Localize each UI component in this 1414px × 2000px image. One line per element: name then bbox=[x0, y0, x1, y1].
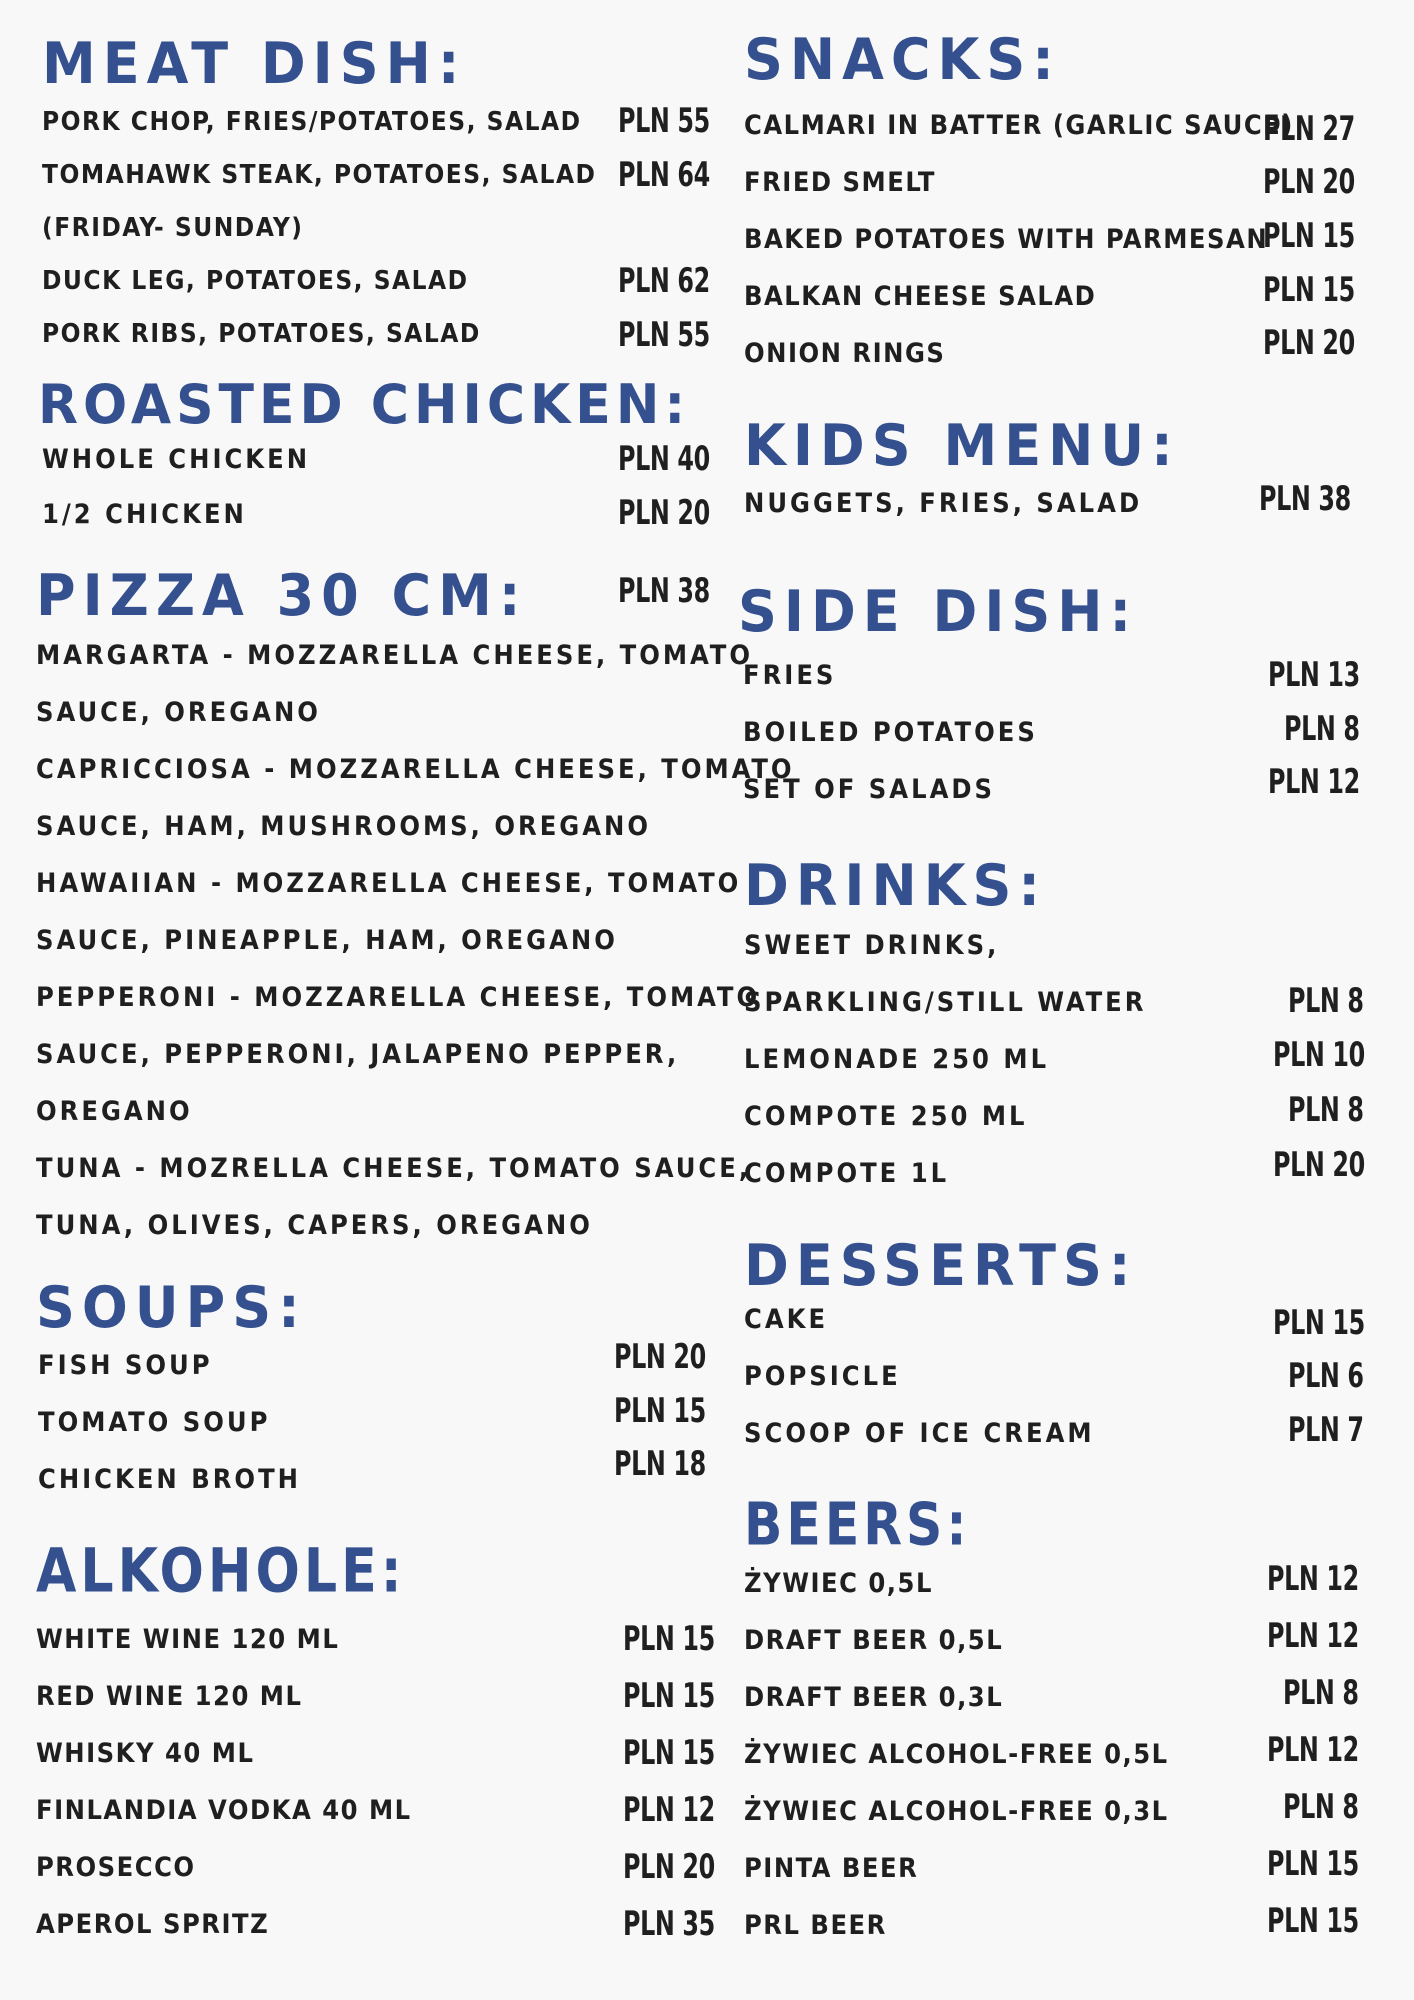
menu-price: PLN 40 bbox=[618, 439, 710, 479]
pizza-line: HAWAIIAN - MOZZARELLA CHEESE, TOMATO bbox=[36, 868, 742, 899]
menu-item: SPARKLING/STILL WATER bbox=[744, 987, 1147, 1018]
menu-item: NUGGETS, FRIES, SALAD bbox=[744, 488, 1143, 519]
menu-price: PLN 20 bbox=[1273, 1145, 1365, 1185]
menu-item: PORK RIBS, POTATOES, SALAD bbox=[42, 319, 481, 349]
pizza-line: OREGANO bbox=[36, 1096, 193, 1127]
menu-item: (FRIDAY- SUNDAY) bbox=[42, 213, 304, 243]
menu-item: RED WINE 120 ML bbox=[36, 1681, 303, 1712]
menu-item: ŻYWIEC ALCOHOL-FREE 0,5L bbox=[744, 1739, 1169, 1770]
menu-price: PLN 20 bbox=[614, 1337, 706, 1377]
menu-item: SET OF SALADS bbox=[743, 774, 996, 805]
menu-item: WHITE WINE 120 ML bbox=[36, 1624, 340, 1655]
section-soups bbox=[36, 1274, 706, 1510]
menu-price: PLN 8 bbox=[1283, 1673, 1359, 1713]
menu-item: COMPOTE 250 ML bbox=[744, 1101, 1028, 1132]
menu-item: DUCK LEG, POTATOES, SALAD bbox=[42, 266, 469, 296]
menu-item: DRAFT BEER 0,3L bbox=[744, 1682, 1004, 1713]
menu-price: PLN 62 bbox=[618, 261, 710, 301]
section-heading: ROASTED CHICKEN: bbox=[38, 373, 691, 437]
menu-item: COMPOTE 1L bbox=[744, 1158, 950, 1189]
menu-price: PLN 38 bbox=[618, 571, 710, 611]
menu-price: PLN 8 bbox=[1288, 1090, 1364, 1130]
menu-price: PLN 15 bbox=[1263, 216, 1355, 256]
menu-price: PLN 15 bbox=[1263, 270, 1355, 310]
menu-item: BOILED POTATOES bbox=[743, 717, 1038, 748]
menu-price: PLN 15 bbox=[623, 1676, 715, 1716]
menu-price: PLN 20 bbox=[1263, 162, 1355, 202]
pizza-line: SAUCE, HAM, MUSHROOMS, OREGANO bbox=[36, 811, 652, 842]
menu-price: PLN 18 bbox=[614, 1444, 706, 1484]
menu-price: PLN 35 bbox=[623, 1904, 715, 1944]
menu-item: PROSECCO bbox=[36, 1852, 196, 1883]
menu-item: FINLANDIA VODKA 40 ML bbox=[36, 1795, 412, 1826]
menu-price: PLN 15 bbox=[623, 1619, 715, 1659]
menu-item: PINTA BEER bbox=[744, 1853, 919, 1884]
menu-price: PLN 20 bbox=[623, 1847, 715, 1887]
section-kids-menu bbox=[744, 412, 1364, 528]
menu-item: CAKE bbox=[744, 1304, 829, 1335]
menu-price: PLN 15 bbox=[1267, 1844, 1359, 1884]
menu-item: PRL BEER bbox=[744, 1910, 887, 1941]
menu-item: CHICKEN BROTH bbox=[38, 1464, 301, 1495]
section-snacks bbox=[744, 26, 1364, 372]
menu-item: ONION RINGS bbox=[744, 338, 946, 369]
menu-item: FRIED SMELT bbox=[744, 167, 936, 198]
pizza-line: SAUCE, OREGANO bbox=[36, 697, 321, 728]
pizza-line: MARGARTA - MOZZARELLA CHEESE, TOMATO bbox=[36, 640, 753, 671]
menu-price: PLN 55 bbox=[618, 315, 710, 355]
section-heading: SOUPS: bbox=[36, 1274, 307, 1341]
pizza-line: SAUCE, PEPPERONI, JALAPENO PEPPER, bbox=[36, 1039, 680, 1070]
menu-price: PLN 15 bbox=[1273, 1303, 1365, 1343]
section-heading: SNACKS: bbox=[744, 26, 1061, 93]
section-alkohole bbox=[36, 1534, 715, 1960]
menu-price: PLN 64 bbox=[618, 155, 710, 195]
menu-item: FISH SOUP bbox=[38, 1350, 213, 1381]
pizza-line: SAUCE, PINEAPPLE, HAM, OREGANO bbox=[36, 925, 618, 956]
menu-price: PLN 27 bbox=[1263, 109, 1355, 149]
menu-item: APEROL SPRITZ bbox=[36, 1909, 270, 1940]
menu-price: PLN 38 bbox=[1259, 479, 1351, 519]
menu-item: WHISKY 40 ML bbox=[36, 1738, 255, 1769]
section-heading: SIDE DISH: bbox=[738, 578, 1139, 645]
menu-item: SWEET DRINKS, bbox=[744, 930, 1000, 961]
menu-price: PLN 13 bbox=[1268, 655, 1360, 695]
menu-price: PLN 15 bbox=[614, 1391, 706, 1431]
menu-price: PLN 20 bbox=[618, 493, 710, 533]
menu-item: WHOLE CHICKEN bbox=[42, 444, 311, 475]
section-heading: DESSERTS: bbox=[744, 1232, 1138, 1299]
menu-item: SCOOP OF ICE CREAM bbox=[744, 1418, 1095, 1449]
menu-price: PLN 6 bbox=[1288, 1356, 1364, 1396]
section-heading: ALKOHOLE: bbox=[36, 1534, 406, 1607]
menu-price: PLN 8 bbox=[1283, 1787, 1359, 1827]
menu-price: PLN 20 bbox=[1263, 323, 1355, 363]
section-meat-dish bbox=[42, 30, 710, 356]
menu-price: PLN 8 bbox=[1284, 709, 1360, 749]
menu-item: TOMATO SOUP bbox=[38, 1407, 271, 1438]
menu-item: ŻYWIEC ALCOHOL-FREE 0,3L bbox=[744, 1796, 1169, 1827]
menu-price: PLN 15 bbox=[1267, 1901, 1359, 1941]
menu-price: PLN 12 bbox=[1268, 762, 1360, 802]
section-heading: DRINKS: bbox=[744, 852, 1048, 919]
pizza-line: PEPPERONI - MOZZARELLA CHEESE, TOMATO bbox=[36, 982, 761, 1013]
menu-price: PLN 12 bbox=[1267, 1730, 1359, 1770]
section-roasted-chicken bbox=[38, 373, 710, 538]
menu-price: PLN 12 bbox=[1267, 1616, 1359, 1656]
section-heading: KIDS MENU: bbox=[744, 412, 1180, 479]
menu-item: BALKAN CHEESE SALAD bbox=[744, 281, 1097, 312]
section-beers bbox=[744, 1490, 1364, 1956]
pizza-line: CAPRICCIOSA - MOZZARELLA CHEESE, TOMATO bbox=[36, 754, 795, 785]
menu-item: PORK CHOP, FRIES/POTATOES, SALAD bbox=[42, 107, 582, 137]
menu-price: PLN 8 bbox=[1288, 981, 1364, 1021]
section-side-dish bbox=[738, 578, 1364, 814]
menu-item: DRAFT BEER 0,5L bbox=[744, 1625, 1004, 1656]
section-heading: BEERS: bbox=[744, 1490, 971, 1559]
menu-item: 1/2 CHICKEN bbox=[42, 499, 247, 530]
section-heading: PIZZA 30 CM: bbox=[36, 562, 528, 629]
menu-price: PLN 15 bbox=[623, 1733, 715, 1773]
menu-item: LEMONADE 250 ML bbox=[744, 1044, 1050, 1075]
section-heading: MEAT DISH: bbox=[42, 30, 467, 97]
menu-item: ŻYWIEC 0,5L bbox=[744, 1568, 933, 1599]
menu-price: PLN 7 bbox=[1288, 1410, 1364, 1450]
pizza-line: TUNA - MOZRELLA CHEESE, TOMATO SAUCE, bbox=[36, 1153, 752, 1184]
section-desserts bbox=[744, 1232, 1365, 1458]
menu-item: POPSICLE bbox=[744, 1361, 901, 1392]
menu-item: CALMARI IN BATTER (GARLIC SAUCE) bbox=[744, 110, 1294, 141]
menu-item: TOMAHAWK STEAK, POTATOES, SALAD bbox=[42, 160, 597, 190]
menu-item: BAKED POTATOES WITH PARMESAN bbox=[744, 224, 1269, 255]
menu-price: PLN 12 bbox=[1267, 1559, 1359, 1599]
menu-price: PLN 10 bbox=[1273, 1035, 1365, 1075]
menu-price: PLN 55 bbox=[618, 101, 710, 141]
menu-item: FRIES bbox=[743, 660, 837, 691]
pizza-line: TUNA, OLIVES, CAPERS, OREGANO bbox=[36, 1210, 593, 1241]
section-drinks bbox=[744, 852, 1365, 1198]
menu-price: PLN 12 bbox=[623, 1790, 715, 1830]
